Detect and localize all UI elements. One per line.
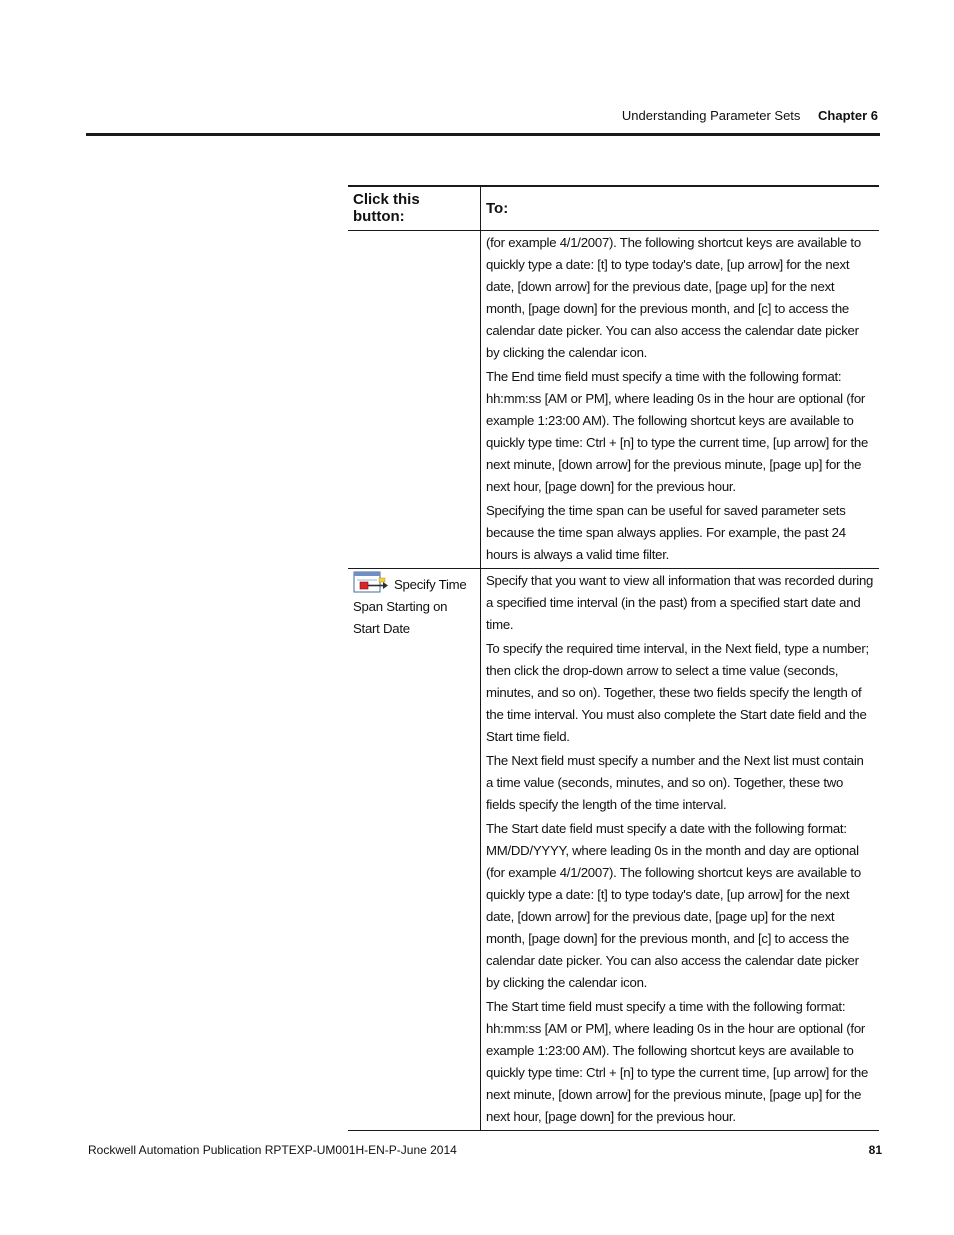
header-section-title: Understanding Parameter Sets [621, 108, 801, 123]
button-reference-table [348, 185, 879, 1131]
table-header-row [348, 186, 879, 231]
header-rule [86, 133, 880, 136]
description-cell [481, 231, 880, 569]
column-header-action: To: [481, 186, 880, 231]
time-span-start-icon [353, 571, 389, 593]
description-paragraph: Specify that you want to view all information that was recorded during a specified time interval (in the past) from a specified start date and time. [486, 573, 874, 632]
description-paragraph: (for example 4/1/2007). The following shortcut keys are available to quickly type a date: [t] to type today's date, [up arrow] for the next date, [down arrow] for the previous date, [page up] for the next month, [page down] for the previous month, and [c] to access the calendar date picker. You can also access the calendar date picker by clicking the calendar icon. [486, 235, 861, 360]
header-chapter: Chapter 6 [818, 108, 878, 123]
table-row [348, 569, 879, 1131]
description-paragraph: The Start date field must specify a date with the following format: MM/DD/YYYY, where leading 0s in the month and day are optional (for example 4/1/2007). The following shortcut keys are available to quickly type a date: [t] to type today's date, [up arrow] for the next date, [down arrow] for the previous date, [page up] for the next month, [page down] for the previous month, and [c] to access the calendar date picker. You can also access the calendar date picker by clicking the calendar icon. [486, 821, 861, 990]
description-cell [481, 569, 880, 1131]
table-row [348, 231, 879, 569]
running-header [86, 108, 878, 123]
button-cell [348, 231, 481, 569]
description-paragraph: The Start time field must specify a time with the following format: hh:mm:ss [AM or PM], where leading 0s in the hour are optional (for example 1:23:00 AM). The following shortcut keys are available to quickly type time: Ctrl + [n] to type the current time, [up arrow] for the next minute, [down arrow] for the previous minute, [page up] for the next hour, [page down] for the previous hour. [486, 999, 869, 1124]
description-paragraph: The End time field must specify a time with the following format: hh:mm:ss [AM or PM], where leading 0s in the hour are optional (for example 1:23:00 AM). The following shortcut keys are available to quickly type time: Ctrl + [n] to type the current time, [up arrow] for the next minute, [down arrow] for the previous minute, [page up] for the next hour, [page down] for the previous hour. [486, 369, 869, 494]
button-cell [348, 569, 481, 1131]
column-header-button: Click this button: [348, 186, 481, 231]
button-label: Specify Time Span Starting on Start Date [353, 577, 467, 636]
footer-publication: Rockwell Automation Publication RPTEXP-UM001H-EN-P-June 2014 [88, 1143, 457, 1157]
description-paragraph: Specifying the time span can be useful for saved parameter sets because the time span always applies. For example, the past 24 hours is always a valid time filter. [486, 503, 846, 562]
description-paragraph: The Next field must specify a number and the Next list must contain a time value (seconds, minutes, and so on). Together, these two fields specify the length of the time interval. [486, 753, 864, 812]
page-number: 81 [868, 1143, 882, 1157]
description-paragraph: To specify the required time interval, in the Next field, type a number; then click the drop-down arrow to select a time value (seconds, minutes, and so on). Together, these two fields specify the length of the time interval. You must also complete the Start date field and the Start time field. [486, 641, 869, 744]
